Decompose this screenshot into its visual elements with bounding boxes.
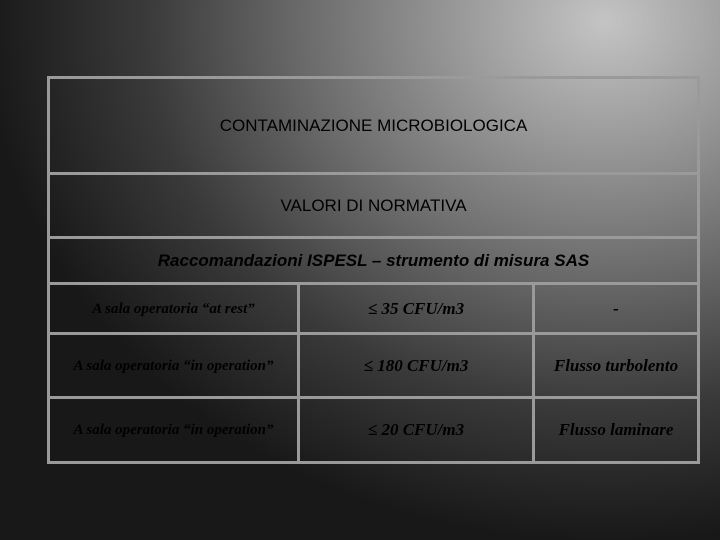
recommendation-header: Raccomandazioni ISPESL – strumento di misura SAS	[49, 238, 699, 284]
normative-table	[47, 76, 700, 464]
table-row	[49, 284, 699, 334]
flow-cell: Flusso laminare	[534, 398, 699, 463]
table-subtitle: VALORI DI NORMATIVA	[49, 174, 699, 238]
table-title: CONTAMINAZIONE MICROBIOLOGICA	[49, 78, 699, 174]
condition-cell: A sala operatoria “in operation”	[49, 398, 299, 463]
flow-cell: Flusso turbolento	[534, 334, 699, 398]
table-row	[49, 334, 699, 398]
table-row	[49, 398, 699, 463]
condition-cell: A sala operatoria “in operation”	[49, 334, 299, 398]
limit-cell: ≤ 35 CFU/m3	[299, 284, 534, 334]
condition-cell: A sala operatoria “at rest”	[49, 284, 299, 334]
limit-cell: ≤ 180 CFU/m3	[299, 334, 534, 398]
limit-cell: ≤ 20 CFU/m3	[299, 398, 534, 463]
flow-cell: -	[534, 284, 699, 334]
